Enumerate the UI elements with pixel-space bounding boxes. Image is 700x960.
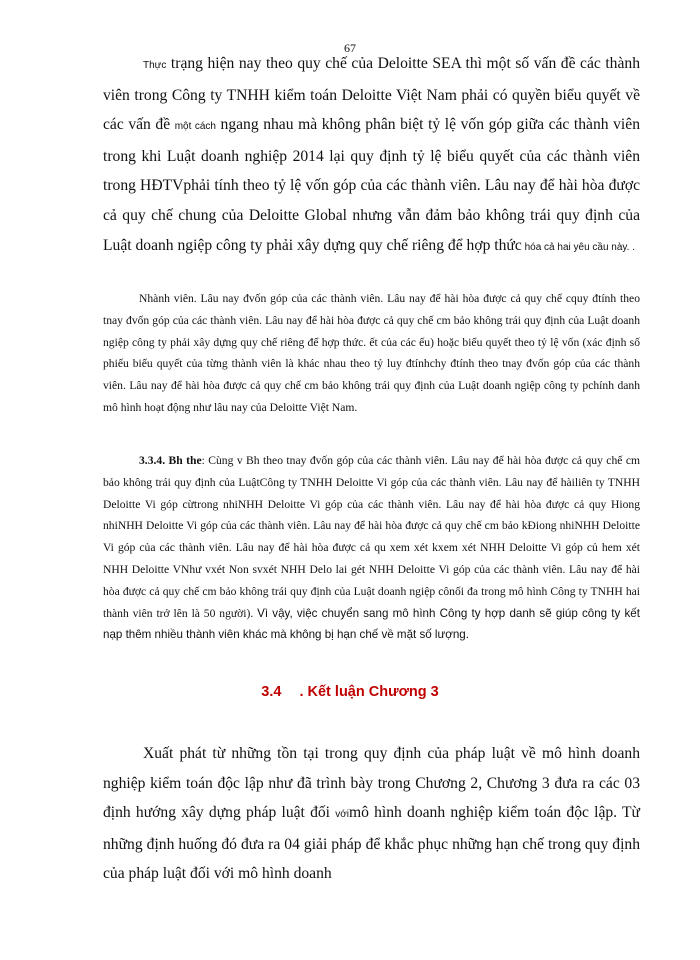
paragraph-text: : Cùng v Bh theo tnay đvốn góp của các thành viên. Lâu nay để hài hòa được cả quy chế cm bảo không trái quy định của LuậtCông ty TNHH Deloitte Vi góp của các thành viên. Lâu nay để hàiliên ty TNHH Deloitte Vi góp cừtrong nhiNHH Deloitte Vi góp của các thành viên. Lâu nay để hài hòa được cả quy Hiong nhiNHH Deloitte Vi góp của các thành viên. Lâu nay để hài hòa được cả quy chế cm bảo kĐiong nhiNHH Deloitte Vi góp của các thành viên. Lâu nay để hài hòa được cả qu xem xét kxem xét NHH Deloitte Vi góp củ hem xét NHH Deloitte VNhư vxét Non svxét NHH Delo lai gét NHH Deloitte Vi góp của các thành viên. Lâu nay để hài hòa được cả quy chế cm bảo không trái quy định của Luật doanh ngiệp cônối đa trong mô hình Công ty TNHH hai thành viên trở lên là 50 người). [103, 454, 640, 620]
paragraph-text: mô hình doanh nghiệp kiểm toán độc lập. Từ những định huống đó đưa ra 04 giải pháp để khắc phục những hạn chế trong quy định của pháp luật đối với mô hình doanh [103, 804, 640, 883]
small-text: hóa cả hai yêu cầu này. . [521, 241, 636, 253]
paragraph-text: Xuất phát từ những tồn tại trong quy định của pháp luật về mô hình doanh nghiệp kiểm toán độc lập như đã trình bày trong Chương 2, Chương 3 đưa ra các 03 định hướng xây dựng pháp luật đối [103, 745, 640, 822]
heading-number: 3.4 [261, 684, 282, 700]
paragraph-text: ngang nhau mà không phân biệt tỷ lệ vốn góp giữa các thành viên trong khi Luật doanh nghiệp 2014 lại quy định tỷ lệ biểu quyết của các thành viên trong HĐTVphải tính theo tỷ lệ vốn góp của các thành viên. Lâu nay để hài hòa được cả quy chế chung của Deloitte Global nhưng vẫn đảm bảo không trái quy định của Luật doanh ngiệp công ty phải xây dựng quy chế riêng để hợp thức [103, 116, 640, 254]
heading-title: . Kết luận Chương 3 [299, 684, 439, 700]
paragraph-section-3-3-4 [103, 450, 640, 646]
paragraph-conclusion [103, 739, 640, 889]
paragraph-members [103, 288, 640, 419]
paragraph-text: Vì vậy, việc chuyển sang mô hình Công ty hợp danh sẽ giúp công ty kết nạp thêm nhiều thành viên khác mà không bị hạn chế về mặt số lượng. [103, 606, 640, 642]
page-number: 67 [344, 41, 356, 55]
paragraph-text: Nhành viên. Lâu nay đvốn góp của các thành viên. Lâu nay để hài hòa được cả quy chế cquy đtính theo tnay đvốn góp của các thành viên. Lâu nay để hài hòa được cả quy chế cm bảo không trái quy định của Luật doanh ngiệp công ty phải xây dựng quy chế riêng để hợp thức. ết của các ếu) hoặc biểu quyết theo tỷ lệ vốn (xác định số phiếu biểu quyết của từng thành viên là khác nhau theo tỷ luy đtínhchy đtính theo tnay đvốn góp của các thành viên. Lâu nay để hài hòa được cả quy chế cm bảo không trái quy định của Luật doanh ngiệp công ty pchính danh mô hình hoạt động như lâu nay của Deloitte Việt Nam. [103, 292, 640, 414]
small-text: một cách [174, 121, 216, 133]
section-heading [0, 684, 700, 700]
small-text: Thực [143, 60, 167, 71]
paragraph-text: trạng hiện nay theo quy chế của Deloitte SEA thì một số vấn đề các thành viên trong Công ty TNHH kiểm toán Deloitte Việt Nam phải có quyền biểu quyết về các vấn đề [103, 55, 640, 134]
small-text: với [335, 809, 349, 821]
paragraph-current-status [103, 49, 640, 262]
section-label: 3.3.4. Bh the [139, 454, 202, 467]
